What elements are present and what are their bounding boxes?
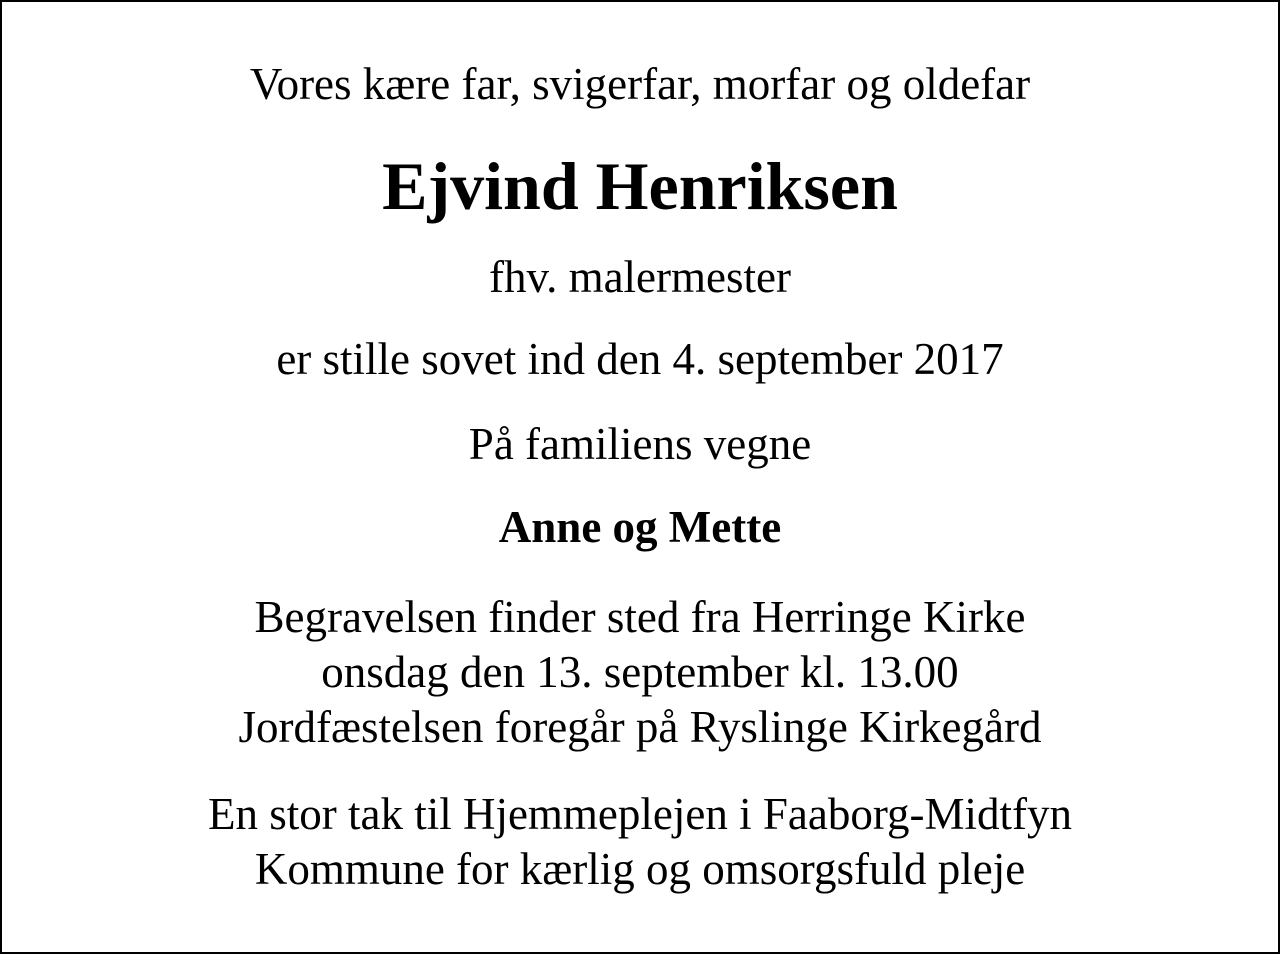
death-announcement: er stille sovet ind den 4. september 2017	[276, 334, 1004, 384]
thanks-line: Kommune for kærlig og omsorgsfuld pleje	[254, 844, 1026, 894]
thanks-text	[2, 787, 1278, 897]
intro-text: Vores kære far, svigerfar, morfar og oldefar	[249, 59, 1031, 109]
funeral-details	[2, 590, 1278, 755]
signers: Anne og Mette	[498, 502, 782, 552]
funeral-line: onsdag den 13. september kl. 13.00	[321, 647, 959, 697]
behalf-text: På familiens vegne	[468, 419, 812, 469]
funeral-line: Jordfæstelsen foregår på Ryslinge Kirkegård	[238, 702, 1042, 752]
thanks-line: En stor tak til Hjemmeplejen i Faaborg-Midtfyn	[207, 789, 1072, 839]
deceased-title: fhv. malermester	[489, 252, 791, 302]
funeral-line: Begravelsen finder sted fra Herringe Kirke	[254, 592, 1026, 642]
deceased-name: Ejvind Henriksen	[382, 148, 898, 224]
